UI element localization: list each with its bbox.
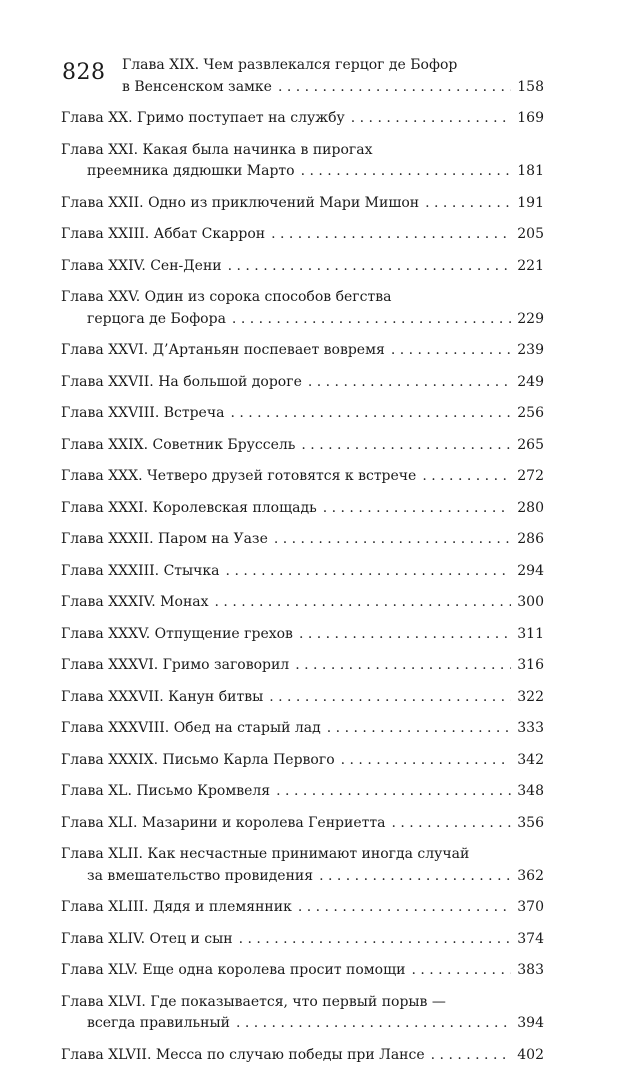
- toc-entry-page: 280: [517, 499, 544, 516]
- toc-entry-page: 383: [517, 962, 544, 978]
- toc-entry: [61, 897, 544, 919]
- dot-leader: [226, 561, 512, 583]
- toc-entry: [61, 718, 544, 740]
- toc-entry-row: [61, 466, 544, 488]
- toc-entry-page: 205: [517, 226, 544, 242]
- dot-leader: [351, 108, 512, 130]
- toc-entry-title: Глава XLI. Мазарини и королева Генриетта: [61, 814, 386, 831]
- toc-entry: [61, 498, 544, 520]
- table-of-contents: [61, 55, 544, 1076]
- dot-leader: [271, 224, 511, 246]
- toc-entry-title: Глава XXVII. На большой дороге: [61, 373, 302, 390]
- toc-entry-row: [61, 655, 544, 677]
- toc-entry-title: Глава XLV. Еще одна королева просит помощи: [61, 962, 406, 978]
- toc-entry-row: [61, 592, 544, 614]
- toc-entry-title: Глава XLIV. Отец и сын: [61, 930, 233, 947]
- toc-entry-row: [61, 224, 544, 246]
- toc-entry-page: 374: [517, 930, 544, 947]
- toc-entry-page: 348: [517, 783, 544, 799]
- toc-entry: [61, 140, 544, 183]
- dot-leader: [431, 1045, 512, 1067]
- dot-leader: [391, 813, 511, 835]
- toc-entry-title: Глава XXXVII. Канун битвы: [61, 688, 264, 705]
- toc-entry-page: 342: [517, 751, 544, 768]
- toc-entry: [61, 340, 544, 362]
- toc-entry-row: [61, 813, 544, 835]
- toc-entry-row: [61, 750, 544, 772]
- toc-entry-page: 362: [517, 867, 544, 884]
- toc-entry-row: [61, 718, 544, 740]
- toc-entry-title: Глава XXXIX. Письмо Карла Первого: [61, 751, 335, 768]
- toc-entry-title: преемника дядюшки Марто: [87, 163, 295, 179]
- toc-entry-title: Глава XLIII. Дядя и племянник: [61, 899, 292, 915]
- toc-entry-row: [61, 108, 544, 130]
- toc-entry-page: 256: [517, 405, 544, 421]
- toc-entry-page: 272: [517, 468, 544, 484]
- toc-entry-row: [61, 403, 544, 425]
- toc-entry-title: за вмешательство провидения: [87, 867, 314, 884]
- toc-entry-title: Глава XL. Письмо Кромвеля: [61, 783, 271, 799]
- toc-entry-row: [61, 866, 544, 888]
- dot-leader: [425, 193, 511, 215]
- toc-entry: [61, 592, 544, 614]
- toc-entry-page: 265: [517, 436, 544, 453]
- toc-entry: [61, 108, 544, 130]
- toc-entry-title: Глава XXIII. Аббат Скаррон: [61, 226, 266, 242]
- toc-entry-row: [61, 687, 544, 709]
- toc-entry-row: [61, 372, 544, 394]
- dot-leader: [327, 718, 512, 740]
- dot-leader: [228, 256, 512, 278]
- toc-entry-row: [61, 897, 544, 919]
- toc-entry-row: [61, 624, 544, 646]
- toc-entry: [61, 960, 544, 982]
- toc-entry-row: [61, 498, 544, 520]
- dot-leader: [411, 960, 511, 982]
- toc-entry-page: 333: [517, 720, 544, 736]
- toc-entry: [61, 561, 544, 583]
- toc-entry-page: 286: [517, 531, 544, 547]
- dot-leader: [308, 372, 511, 394]
- toc-entry: [61, 813, 544, 835]
- toc-entry-page: 316: [517, 657, 544, 673]
- dot-leader: [230, 403, 511, 425]
- page-number: 828: [62, 60, 106, 85]
- dot-leader: [301, 161, 512, 183]
- toc-entry-row: [61, 781, 544, 803]
- dot-leader: [299, 624, 511, 646]
- toc-entry: [61, 781, 544, 803]
- toc-entry-title: Глава XXII. Одно из приключений Мари Мишон: [61, 194, 420, 211]
- dot-leader: [323, 498, 512, 520]
- toc-entry-title-line: Глава XLII. Как несчастные принимают иногда случай: [61, 846, 470, 862]
- toc-entry: [61, 435, 544, 457]
- toc-entry: [61, 372, 544, 394]
- toc-entry: [61, 844, 544, 887]
- toc-entry-title: Глава XXXVI. Гримо заговорил: [61, 657, 290, 673]
- toc-entry: [61, 687, 544, 709]
- dot-leader: [319, 866, 511, 888]
- toc-entry: [61, 624, 544, 646]
- toc-entry-page: 239: [517, 342, 544, 358]
- toc-entry-title: всегда правильный: [87, 1015, 230, 1031]
- toc-entry-row: [61, 256, 544, 278]
- toc-entry-page: 294: [517, 562, 544, 579]
- toc-entry-row: [61, 1045, 544, 1067]
- toc-entry: [61, 287, 544, 330]
- toc-entry-page: 356: [517, 814, 544, 831]
- dot-leader: [215, 592, 512, 614]
- toc-entry-page: 229: [517, 310, 544, 327]
- dot-leader: [232, 309, 511, 331]
- toc-entry: [61, 655, 544, 677]
- toc-entry-title: Глава XXXIV. Монах: [61, 594, 209, 610]
- toc-entry-row: [61, 435, 544, 457]
- toc-entry-row: [61, 340, 544, 362]
- dot-leader: [341, 750, 512, 772]
- toc-entry: [61, 750, 544, 772]
- toc-entry-page: 300: [517, 594, 544, 610]
- toc-entry-page: 249: [517, 373, 544, 390]
- toc-entry-title: Глава XLVII. Месса по случаю победы при Лансе: [61, 1046, 425, 1063]
- toc-entry-page: 181: [517, 163, 544, 179]
- toc-entry: [61, 224, 544, 246]
- toc-entry-page: 311: [517, 625, 544, 642]
- toc-entry: [61, 403, 544, 425]
- toc-entry-title: Глава XXX. Четверо друзей готовятся к встрече: [61, 468, 417, 484]
- toc-entry-title: Глава XX. Гримо поступает на службу: [61, 110, 345, 126]
- toc-entry-page: 158: [517, 78, 544, 95]
- toc-entry: [61, 529, 544, 551]
- toc-entry-row: [61, 161, 544, 183]
- toc-entry-title-line: Глава XXV. Один из сорока способов бегства: [61, 289, 392, 305]
- toc-entry-title: Глава XXVIII. Встреча: [61, 405, 225, 421]
- dot-leader: [278, 77, 511, 99]
- toc-entry-page: 322: [517, 688, 544, 705]
- toc-entry: [61, 1045, 544, 1067]
- toc-entry-row: [61, 529, 544, 551]
- toc-entry: [61, 466, 544, 488]
- toc-entry-title: Глава XXXI. Королевская площадь: [61, 499, 317, 516]
- toc-entry-row: [61, 1013, 544, 1035]
- toc-entry: [61, 992, 544, 1035]
- toc-entry-row: [61, 561, 544, 583]
- toc-entry: [61, 929, 544, 951]
- toc-entry-title: герцога де Бофора: [87, 310, 226, 327]
- toc-entry: [61, 55, 544, 98]
- toc-entry-title: Глава XXXIII. Стычка: [61, 562, 220, 579]
- toc-entry-title: Глава XXXV. Отпущение грехов: [61, 625, 293, 642]
- toc-entry-title-line: Глава XIX. Чем развлекался герцог де Бофор: [122, 57, 458, 73]
- dot-leader: [269, 687, 511, 709]
- toc-entry-title: в Венсенском замке: [122, 78, 272, 95]
- toc-entry-title: Глава XXIV. Сен-Дени: [61, 257, 222, 274]
- toc-entry-page: 191: [517, 194, 544, 211]
- toc-entry-row: [61, 960, 544, 982]
- toc-entry-page: 402: [517, 1046, 544, 1063]
- toc-entry-page: 370: [517, 899, 544, 915]
- dot-leader: [274, 529, 511, 551]
- dot-leader: [298, 897, 511, 919]
- toc-entry: [61, 193, 544, 215]
- toc-entry-row: [61, 309, 544, 331]
- toc-entry-row: [61, 193, 544, 215]
- toc-entry-title: Глава XXVI. Д’Артаньян поспевает вовремя: [61, 342, 385, 358]
- dot-leader: [276, 781, 511, 803]
- toc-entry-page: 169: [517, 110, 544, 126]
- dot-leader: [295, 655, 511, 677]
- toc-entry-title-line: Глава XLVI. Где показывается, что первый порыв —: [61, 993, 446, 1010]
- toc-entry-title: Глава XXXII. Паром на Уазе: [61, 531, 268, 547]
- toc-entry: [61, 256, 544, 278]
- dot-leader: [301, 435, 511, 457]
- dot-leader: [239, 929, 512, 951]
- dot-leader: [236, 1013, 511, 1035]
- toc-entry-title-line: Глава XXI. Какая была начинка в пирогах: [61, 141, 373, 158]
- toc-entry-page: 221: [517, 257, 544, 274]
- toc-entry-title: Глава XXIX. Советник Бруссель: [61, 436, 296, 453]
- toc-entry-row: [61, 929, 544, 951]
- toc-entry-title: Глава XXXVIII. Обед на старый лад: [61, 720, 321, 736]
- dot-leader: [391, 340, 511, 362]
- toc-entry-row: [61, 77, 544, 99]
- toc-entry-page: 394: [517, 1015, 544, 1031]
- dot-leader: [422, 466, 511, 488]
